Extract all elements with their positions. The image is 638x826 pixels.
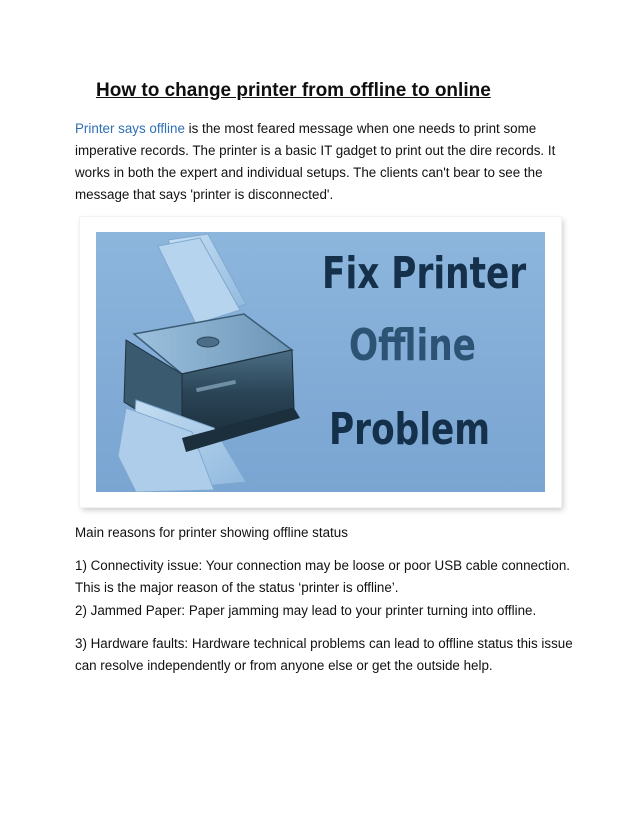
printer-says-offline-link[interactable]: Printer says offline <box>75 121 185 136</box>
banner-line-problem: Problem <box>329 404 491 455</box>
fix-printer-offline-banner <box>96 232 545 492</box>
intro-paragraph <box>75 118 575 206</box>
figure-frame <box>80 217 561 507</box>
banner-line-fix-printer: Fix Printer <box>322 248 527 299</box>
banner-line-offline: Offline <box>349 320 476 371</box>
reason-item-2: 2) Jammed Paper: Paper jamming may lead to your printer turning into offline. <box>75 603 537 618</box>
intro-text: is the most feared message when one needs to print some imperative records. The printer is a basic IT gadget to print out the dire records. It works in both the expert and individual setups. The clients can't bear to see the message that says 'printer is disconnected'. <box>75 121 556 202</box>
reason-item-3: 3) Hardware faults: Hardware technical problems can lead to offline status this issue can resolve independently or from anyone else or get the outside help. <box>75 636 573 673</box>
page-title: How to change printer from offline to online <box>96 80 491 101</box>
reasons-heading: Main reasons for printer showing offline status <box>75 525 348 540</box>
reason-item-1: 1) Connectivity issue: Your connection may be loose or poor USB cable connection. This is the major reason of the status ‘printer is offline’. <box>75 558 570 595</box>
